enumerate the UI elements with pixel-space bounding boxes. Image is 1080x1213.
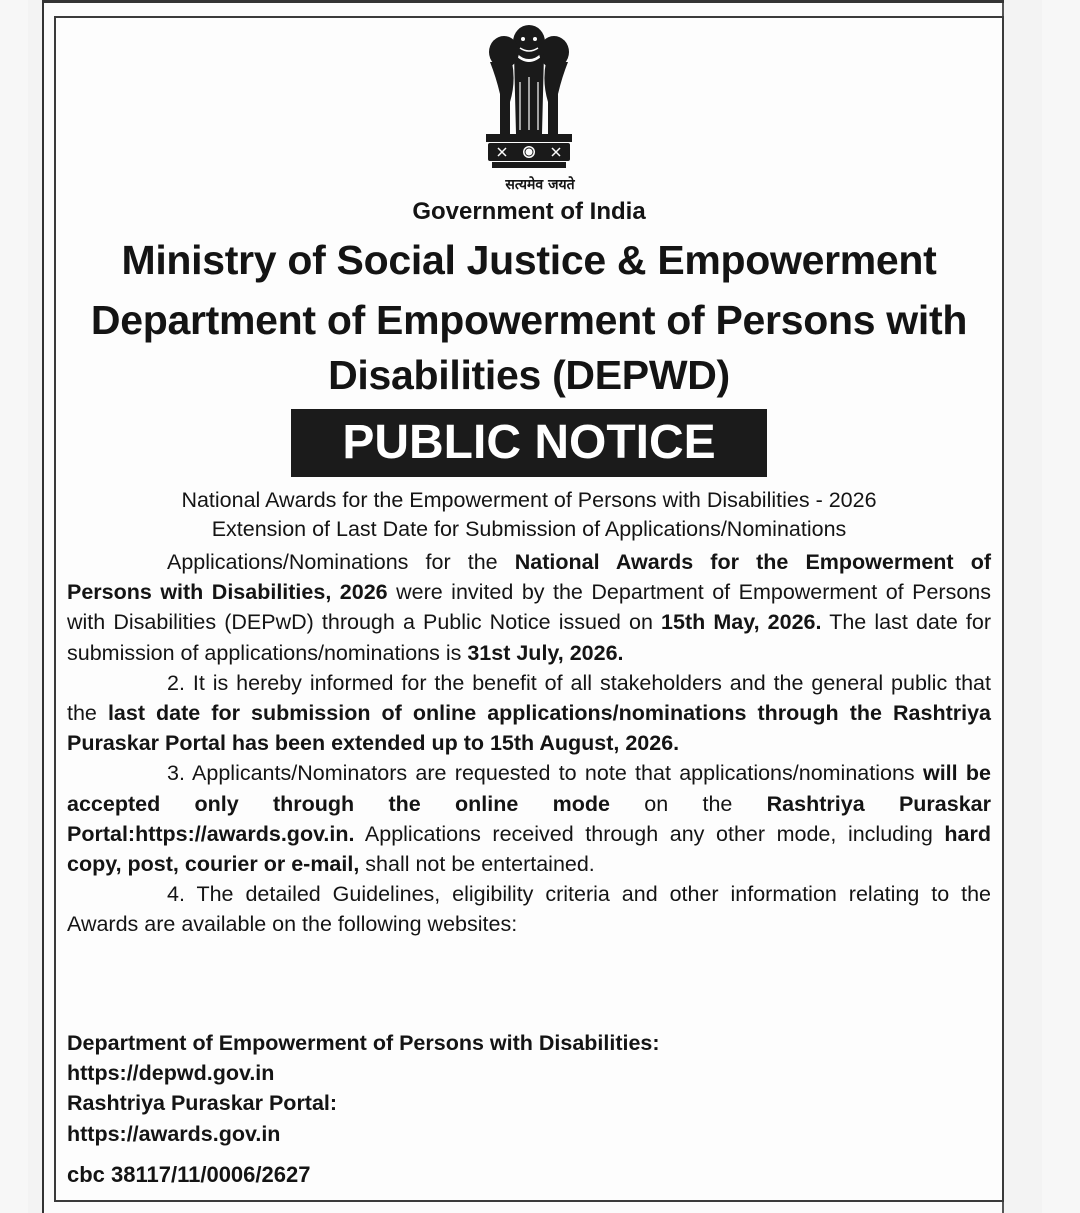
portal-website-link[interactable]: https://awards.gov.in bbox=[67, 1121, 281, 1146]
para2-bold-extension: last date for submission of online applications/nominations through the Rashtriya Puraskar Portal has been extended up to 15th August, 2026. bbox=[67, 701, 991, 756]
para1-bold-award: National Awards for the Empowerment of Persons with Disabilities, 2026 bbox=[67, 550, 991, 605]
notice-subheading: Extension of Last Date for Submission of Applications/Nominations bbox=[211, 517, 847, 541]
para3-text-3: Applications received through any other mode, including bbox=[354, 821, 945, 846]
department-heading-line2: Disabilities (DEPWD) bbox=[328, 352, 730, 398]
portal-website-label: Rashtriya Puraskar Portal: bbox=[67, 1091, 338, 1116]
para3-bold-online-mode: will be accepted only through the online mode bbox=[67, 761, 991, 816]
para3-bold-portal: Rashtriya Puraskar Portal:https://awards.gov.in. bbox=[67, 791, 991, 846]
dept-website-link[interactable]: https://depwd.gov.in bbox=[67, 1061, 275, 1086]
top-rule bbox=[42, 0, 1004, 3]
department-heading-line1: Department of Empowerment of Persons with bbox=[90, 297, 968, 343]
notice-subject: National Awards for the Empowerment of Persons with Disabilities - 2026 bbox=[181, 488, 877, 512]
para1-text-2: were invited by the Department of Empowerment of Persons with Disabilities (DEPwD) through a Public Notice issued on bbox=[67, 580, 991, 635]
paragraph-3 bbox=[67, 758, 991, 879]
department-heading bbox=[0, 293, 1058, 403]
para3-bold-modes: hard copy, post, courier or e-mail, bbox=[67, 821, 991, 877]
para1-bold-last-date: 31st July, 2026. bbox=[467, 640, 624, 665]
para2-text: 2. It is hereby informed for the benefit of all stakeholders and the general public that the bbox=[67, 670, 991, 726]
emblem-motto: सत्यमेव जयते bbox=[505, 177, 575, 193]
government-heading: Government of India bbox=[412, 198, 646, 225]
notice-body bbox=[67, 547, 991, 940]
cbc-code: cbc 38117/11/0006/2627 bbox=[67, 1162, 311, 1187]
website-list bbox=[67, 1028, 991, 1149]
para1-text: Applications/Nominations for the bbox=[167, 550, 515, 574]
para3-text-2: on the bbox=[609, 791, 767, 816]
para3-text-4: shall not be entertained. bbox=[359, 852, 595, 877]
para4-text: 4. The detailed Guidelines, eligibility criteria and other information relating to the Awards are available on the following websites: bbox=[67, 882, 991, 937]
dept-website-label: Department of Empowerment of Persons with Disabilities: bbox=[67, 1031, 660, 1055]
para1-bold-issue-date: 15th May, 2026. bbox=[661, 610, 822, 635]
para3-text: 3. Applicants/Nominators are requested to note that applications/nominations bbox=[167, 761, 923, 786]
ministry-heading: Ministry of Social Justice & Empowerment bbox=[121, 237, 937, 283]
paragraph-1 bbox=[67, 547, 991, 668]
paragraph-4 bbox=[67, 879, 991, 939]
national-emblem-icon bbox=[476, 22, 582, 174]
paragraph-2 bbox=[67, 668, 991, 759]
public-notice-banner: PUBLIC NOTICE bbox=[291, 409, 767, 477]
para1-text-3: The last date for submission of applications/nominations is bbox=[67, 610, 991, 665]
